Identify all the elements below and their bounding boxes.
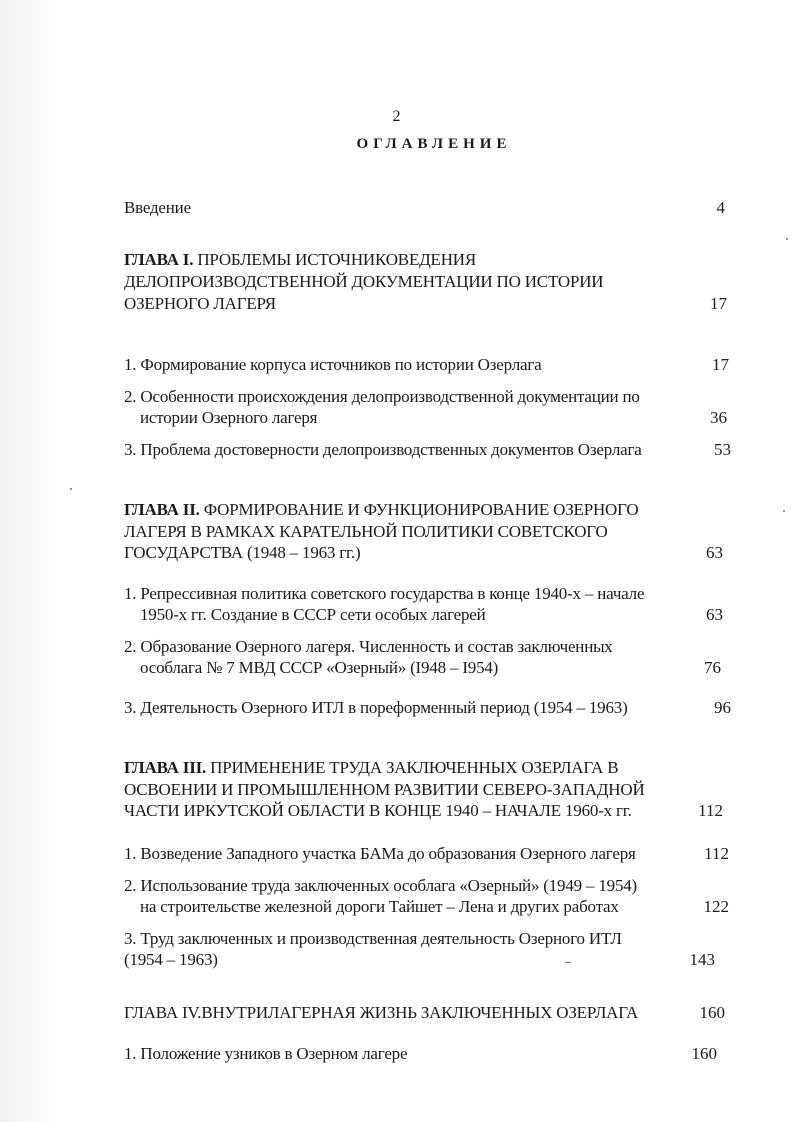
chapter1-section2-line1: 2. Особенности происхождения делопроизводственной документации по bbox=[124, 387, 640, 406]
chapter2-section1-line1: 1. Репрессивная политика советского государства в конце 1940-х – начале bbox=[124, 584, 645, 603]
chapter2-prefix: ГЛАВА II. bbox=[124, 500, 200, 519]
chapter2-section2-line2: особлага № 7 МВД СССР «Озерный» (I948 – I954) bbox=[140, 658, 499, 677]
chapter3-heading-line2: ОСВОЕНИИ И ПРОМЫШЛЕННОМ РАЗВИТИИ СЕВЕРО-ЗАПАДНОЙ bbox=[124, 780, 645, 799]
toc-intro-label: Введение bbox=[124, 198, 191, 217]
chapter3-section1-page: 112 bbox=[704, 844, 729, 863]
chapter1-heading-line3: ОЗЕРНОГО ЛАГЕРЯ bbox=[124, 294, 276, 313]
chapter1-heading-line2: ДЕЛОПРОИЗВОДСТВЕННОЙ ДОКУМЕНТАЦИИ ПО ИСТОРИИ bbox=[124, 272, 604, 291]
chapter3-section3-line1: 3. Труд заключенных и производственная деятельность Озерного ИТЛ bbox=[124, 929, 622, 948]
chapter1-section3: 3. Проблема достоверности делопроизводственных документов Озерлага bbox=[124, 440, 642, 459]
chapter2-section2-line1: 2. Образование Озерного лагеря. Численность и состав заключенных bbox=[124, 637, 613, 656]
chapter3-heading-line1: ГЛАВА III. ПРИМЕНЕНИЕ ТРУДА ЗАКЛЮЧЕННЫХ ОЗЕРЛАГА В bbox=[124, 758, 619, 777]
chapter2-section1-page: 63 bbox=[706, 605, 723, 624]
page-number: 2 bbox=[392, 108, 401, 125]
page-title: ОГЛАВЛЕНИЕ bbox=[356, 136, 512, 152]
chapter1-section2-page: 36 bbox=[710, 408, 727, 427]
chapter3-section2-line1: 2. Использование труда заключенных особлага «Озерный» (1949 – 1954) bbox=[124, 876, 638, 895]
chapter3-section1: 1. Возведение Западного участка БАМа до образования Озерного лагеря bbox=[124, 844, 636, 863]
chapter4-section1: 1. Положение узников в Озерном лагере bbox=[124, 1044, 408, 1063]
chapter2-page: 63 bbox=[706, 543, 723, 562]
chapter3-section3-page: 143 bbox=[689, 950, 715, 969]
chapter4-heading: ГЛАВА IV.ВНУТРИЛАГЕРНАЯ ЖИЗНЬ ЗАКЛЮЧЕННЫХ ОЗЕРЛАГА bbox=[124, 1003, 639, 1022]
chapter1-page: 17 bbox=[710, 294, 727, 313]
chapter1-heading-line1: ГЛАВА I. ПРОБЛЕМЫ ИСТОЧНИКОВЕДЕНИЯ bbox=[124, 250, 476, 269]
chapter2-section1-line2: 1950-х гг. Создание в СССР сети особых лагерей bbox=[140, 605, 486, 624]
chapter2-section3-page: 96 bbox=[714, 698, 731, 717]
scan-speck bbox=[786, 238, 788, 240]
chapter3-section3-line2: (1954 – 1963) bbox=[124, 950, 218, 969]
chapter3-page: 112 bbox=[698, 801, 723, 820]
chapter4-page: 160 bbox=[699, 1003, 725, 1022]
toc-intro-page: 4 bbox=[716, 198, 725, 217]
chapter1-section2-line2: истории Озерного лагеря bbox=[140, 408, 318, 427]
chapter2-heading-line2: ЛАГЕРЯ В РАМКАХ КАРАТЕЛЬНОЙ ПОЛИТИКИ СОВЕТСКОГО bbox=[124, 522, 608, 541]
chapter2-heading-line1: ГЛАВА II. ФОРМИРОВАНИЕ И ФУНКЦИОНИРОВАНИЕ ОЗЕРНОГО bbox=[124, 500, 639, 519]
scan-speck bbox=[565, 962, 571, 963]
chapter3-section2-line2: на строительстве железной дороги Тайшет – Лена и других работах bbox=[140, 897, 619, 916]
chapter1-section3-page: 53 bbox=[714, 440, 731, 459]
chapter1-prefix: ГЛАВА I. bbox=[124, 250, 194, 269]
chapter2-section3: 3. Деятельность Озерного ИТЛ в пореформенный период (1954 – 1963) bbox=[124, 698, 628, 717]
chapter1-section1-page: 17 bbox=[712, 355, 729, 374]
chapter1-section1: 1. Формирование корпуса источников по истории Озерлага bbox=[124, 355, 542, 374]
scan-speck bbox=[70, 488, 72, 490]
chapter3-prefix: ГЛАВА III. bbox=[124, 758, 207, 777]
chapter4-section1-page: 160 bbox=[691, 1044, 717, 1063]
chapter3-heading-line3: ЧАСТИ ИРКУТСКОЙ ОБЛАСТИ В КОНЦЕ 1940 – НАЧАЛЕ 1960-х гг. bbox=[124, 801, 632, 820]
scan-speck bbox=[783, 510, 785, 512]
chapter2-heading-line3: ГОСУДАРСТВА (1948 – 1963 гг.) bbox=[124, 543, 361, 562]
chapter2-section2-page: 76 bbox=[704, 658, 721, 677]
chapter3-section2-page: 122 bbox=[703, 897, 729, 916]
